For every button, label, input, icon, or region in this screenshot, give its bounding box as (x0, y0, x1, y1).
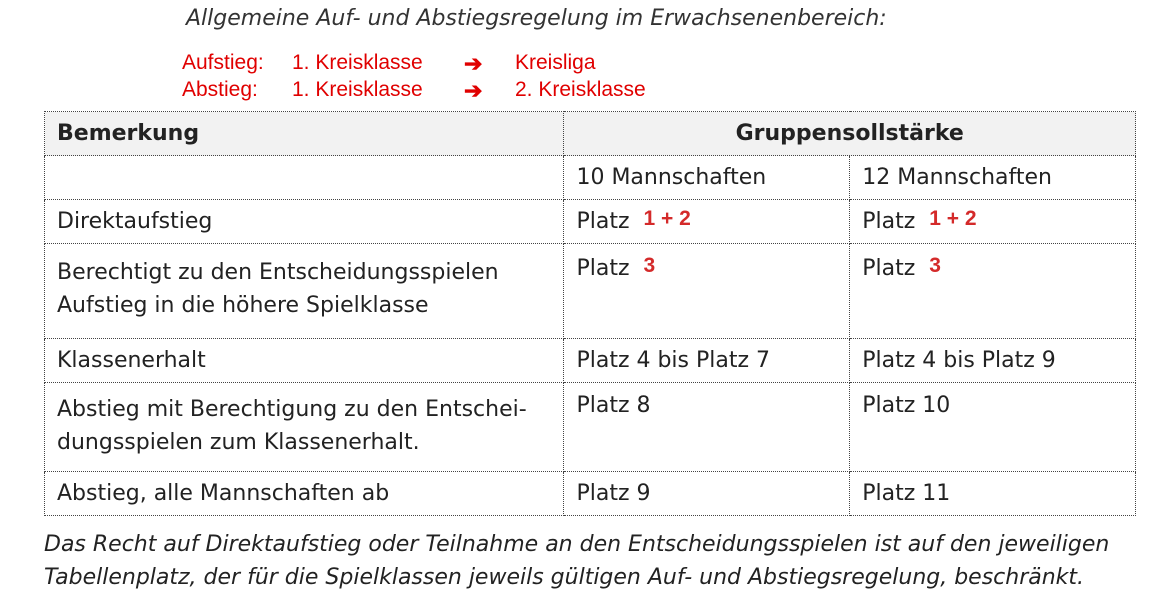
footnote-line: Tabellenplatz, der für die Spielklassen jeweils gültigen Auf- und Abstiegsregelung, beschränkt. (44, 565, 1085, 590)
highlight-value: 3 (643, 254, 656, 277)
table-row (45, 244, 1136, 339)
cell-12-teams (850, 244, 1136, 339)
row-label (45, 244, 564, 339)
cell-10-teams (564, 244, 850, 339)
footnote (44, 528, 1109, 594)
relegation-to: 2. Kreisklasse (515, 78, 646, 101)
column-header-12-teams: 12 Mannschaften (850, 156, 1136, 200)
highlight-value: 1 + 2 (929, 207, 977, 230)
row-label-line: Abstieg mit Berechtigung zu den Entschei- (57, 397, 527, 422)
row-label-line: Berechtigt zu den Entscheidungsspielen (57, 260, 499, 285)
promotion-relegation-table (44, 111, 1136, 516)
relegation-from: 1. Kreisklasse (292, 78, 423, 101)
empty-cell (45, 156, 564, 200)
highlight-value: 3 (929, 254, 941, 277)
row-label: Abstieg, alle Mannschaften ab (45, 472, 564, 516)
cell-10-teams: Platz 4 bis Platz 7 (564, 339, 850, 383)
promotion-from: 1. Kreisklasse (292, 51, 423, 74)
cell-text: Platz (576, 209, 630, 234)
row-label (45, 383, 564, 472)
cell-12-teams: Platz 4 bis Platz 9 (850, 339, 1136, 383)
cell-10-teams: Platz 8 (564, 383, 850, 472)
column-header-remark: Bemerkung (45, 112, 564, 156)
cell-10-teams: Platz 9 (564, 472, 850, 516)
table-row (45, 339, 1136, 383)
table-subheader-row (45, 156, 1136, 200)
row-label: Klassenerhalt (45, 339, 564, 383)
cell-12-teams (850, 200, 1136, 244)
cell-text: Platz (862, 209, 916, 234)
cell-10-teams (564, 200, 850, 244)
promotion-to: Kreisliga (515, 51, 596, 74)
row-label-line: Aufstieg in die höhere Spielklasse (57, 293, 429, 318)
highlight-value: 1 + 2 (643, 207, 691, 230)
arrow-right-icon: ➔ (464, 51, 483, 76)
table-row (45, 472, 1136, 516)
cell-text: Platz (862, 256, 916, 281)
column-header-10-teams: 10 Mannschaften (564, 156, 850, 200)
cell-12-teams: Platz 10 (850, 383, 1136, 472)
page-heading: Allgemeine Auf- und Abstiegsregelung im Erwachsenenbereich: (186, 6, 887, 31)
table-row (45, 200, 1136, 244)
promotion-label: Aufstieg: (182, 51, 264, 74)
footnote-line: Das Recht auf Direktaufstieg oder Teilnahme an den Entscheidungsspielen ist auf den jeweiligen (44, 532, 1110, 557)
relegation-label: Abstieg: (182, 78, 258, 101)
cell-12-teams: Platz 11 (850, 472, 1136, 516)
row-label-line: dungsspielen zum Klassenerhalt. (57, 430, 420, 455)
arrow-right-icon: ➔ (464, 78, 483, 103)
row-label: Direktaufstieg (45, 200, 564, 244)
table-row (45, 383, 1136, 472)
table-header-row (45, 112, 1136, 156)
column-header-group-size: Gruppensollstärke (564, 112, 1136, 156)
cell-text: Platz (576, 256, 630, 281)
